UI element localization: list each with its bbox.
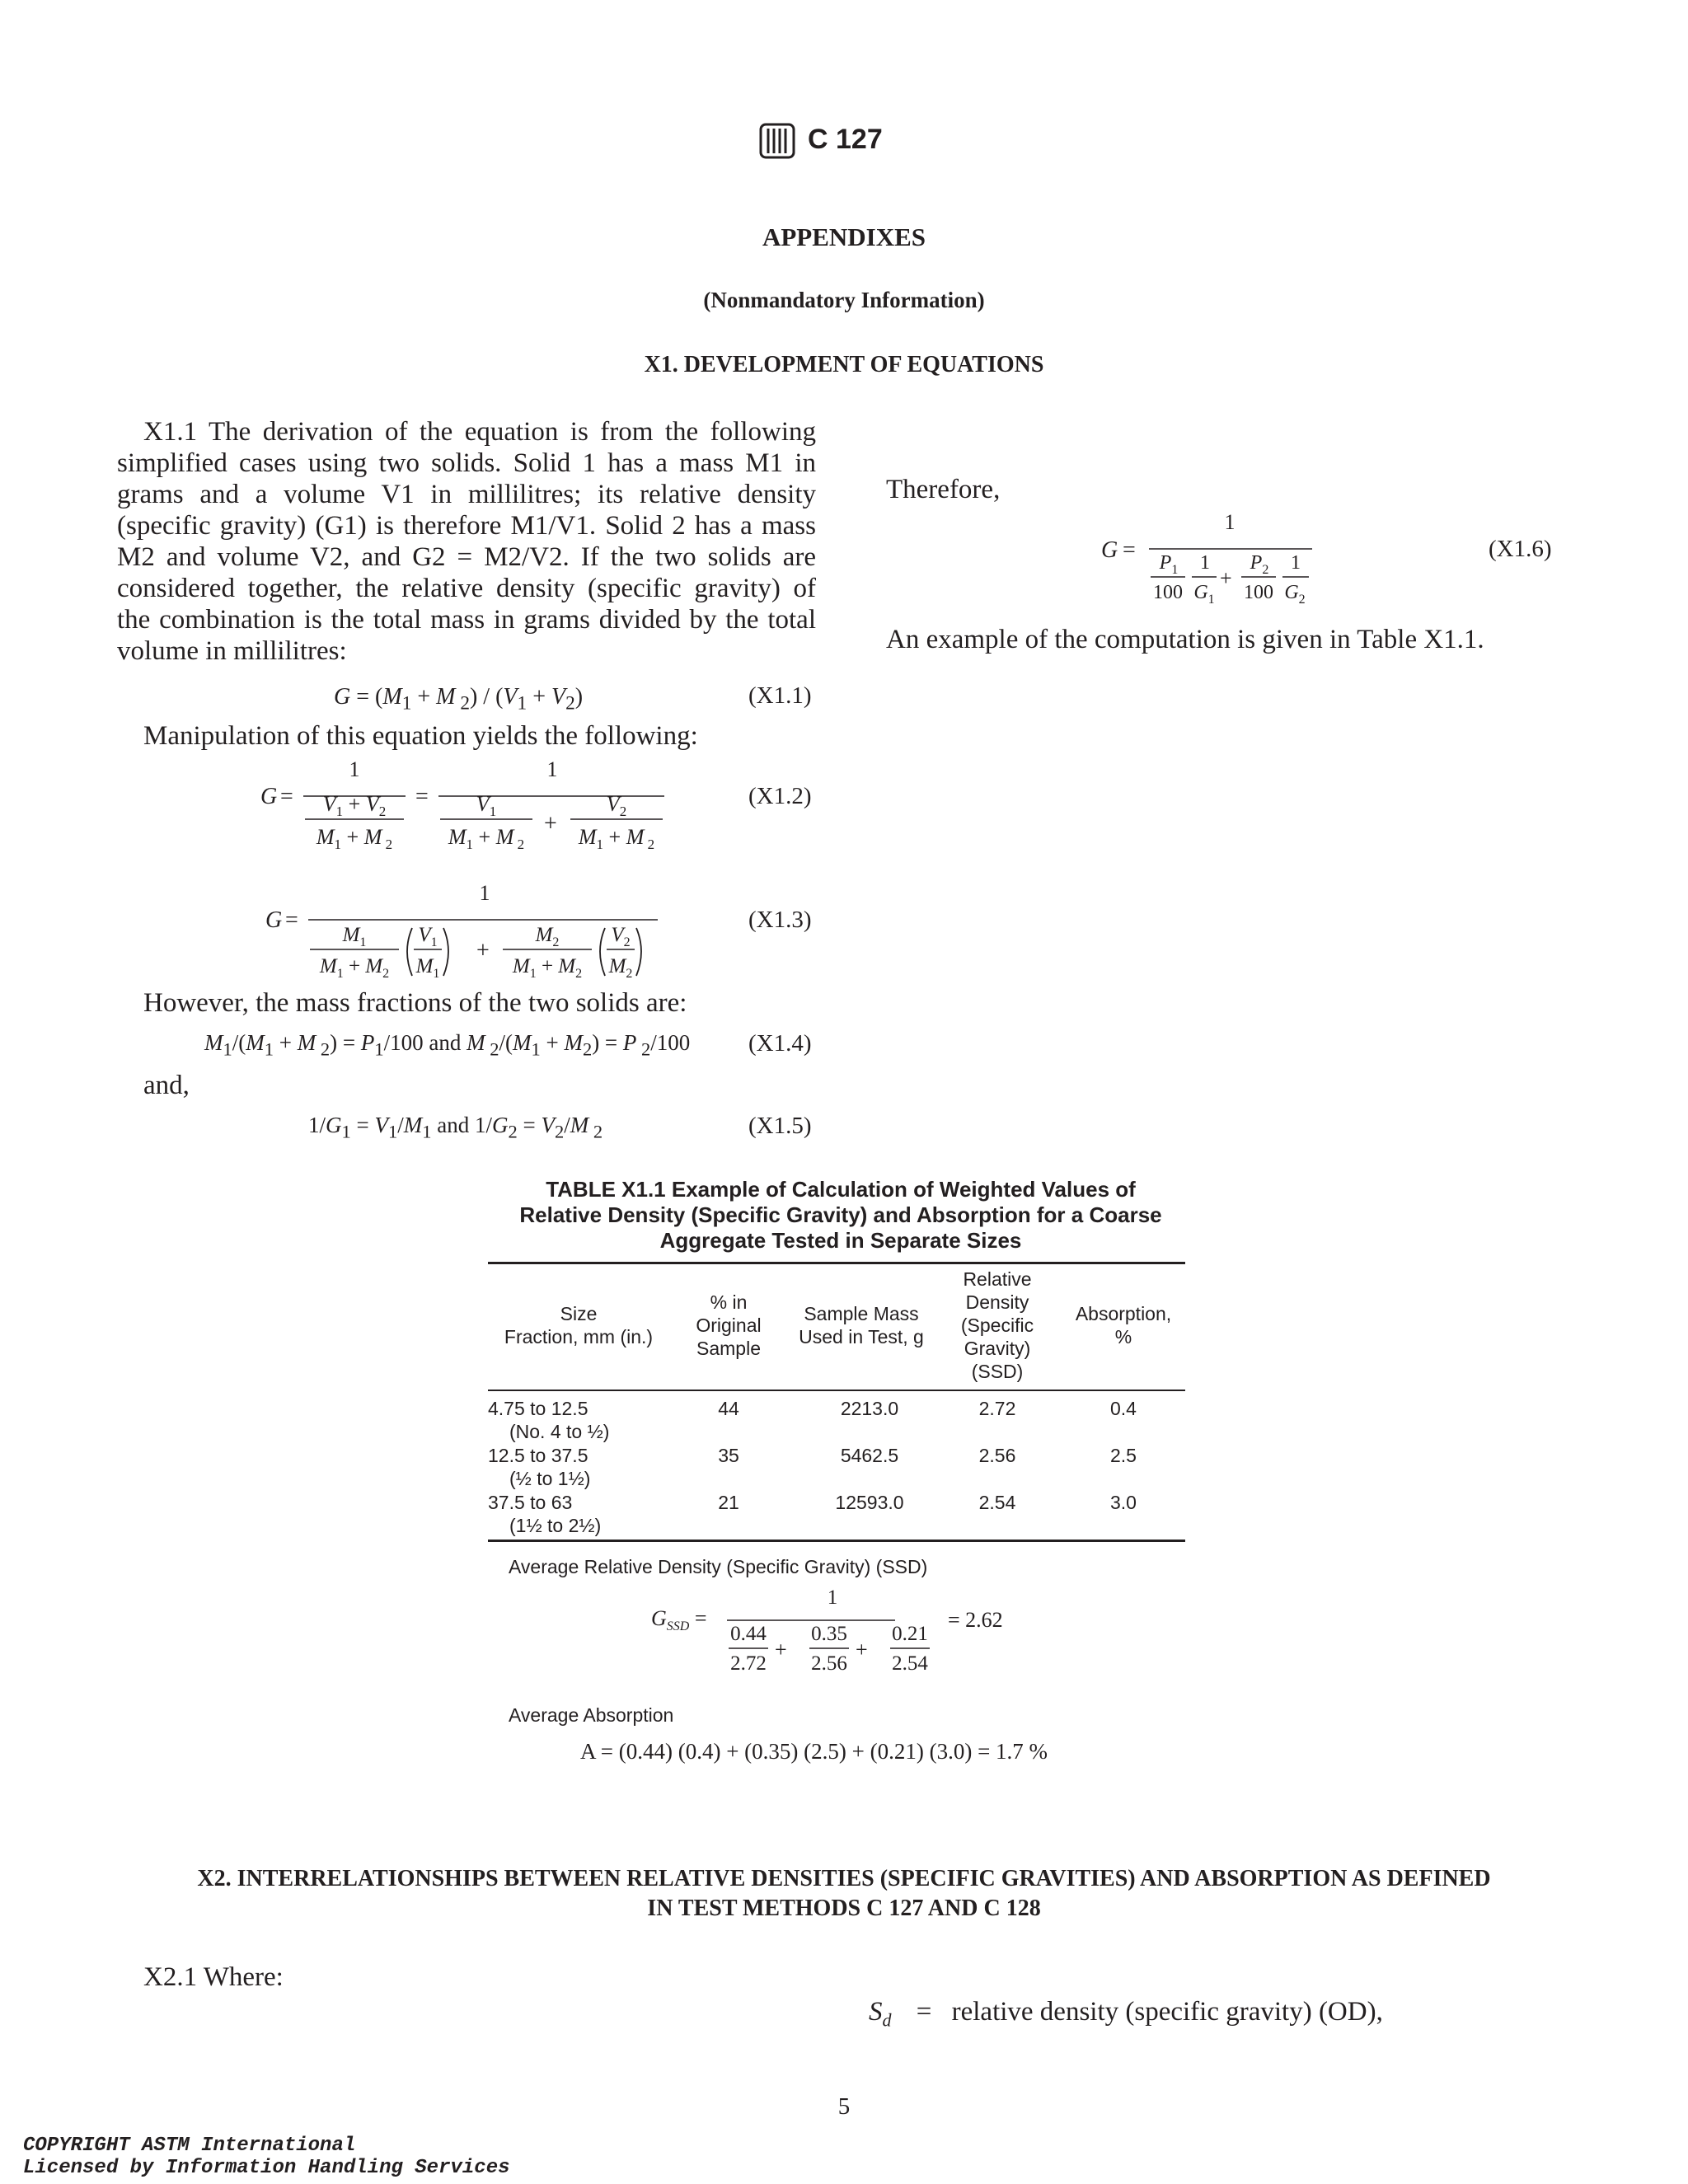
svg-text:0.35: 0.35: [811, 1623, 847, 1645]
cell-mass: 5462.5: [840, 1445, 899, 1466]
x1-para-line: X1.1 The derivation of the equation is from the following: [143, 417, 816, 447]
column-header-density: Relative Density (Specific Gravity) (SSD): [960, 1268, 1034, 1382]
page-header: [758, 120, 940, 162]
column-header-mass: Sample Mass Used in Test, g: [799, 1303, 924, 1347]
svg-text:M1: $M_1$: [342, 924, 367, 949]
column-header-size: Size Fraction, mm (in.): [504, 1303, 654, 1347]
equation-x1-4: $M_1/(M_1 + M$ $_2) = P_1/100$ and M $_2/(M_1 + M_2) = P$ $_2$/100: [204, 1030, 691, 1060]
column-header-percent: % in Original Sample: [696, 1291, 762, 1359]
definition-subscript: d: [882, 2009, 892, 2031]
table-row: [488, 1397, 1185, 1443]
and-text: and,: [143, 1071, 190, 1100]
cell-percent: 35: [718, 1445, 739, 1466]
x1-para-line: volume in millilitres:: [117, 636, 347, 666]
therefore-text: Therefore,: [886, 475, 1001, 504]
manipulation-text: Manipulation of this equation yields the following:: [143, 721, 698, 751]
svg-text:M2: $M_2$: [535, 924, 560, 949]
svg-text:M1 + M2: $M_1 + M_2$: [512, 955, 583, 981]
svg-text:P2: $P_2$: [1250, 552, 1269, 577]
table-caption: [429, 1177, 1253, 1254]
x1-para-line: the combination is the total mass in grams divided by the total: [117, 605, 816, 635]
x1-para-line: considered together, the relative density (specific gravity) of: [117, 574, 816, 603]
equation-x1-1: $G = (M_1 + M$ $_2) / (V_1 + V_2)$: [334, 684, 584, 715]
svg-text:1: 1: [1224, 514, 1236, 534]
svg-text:1: 1: [827, 1587, 838, 1609]
equation-x1-2: [247, 758, 676, 857]
svg-text:2.54: 2.54: [892, 1652, 928, 1675]
copyright-line: COPYRIGHT ASTM International: [23, 2135, 356, 2157]
copyright-line: Licensed by Information Handling Services: [23, 2157, 510, 2179]
svg-text:=: =: [280, 784, 293, 809]
svg-text:1: 1: [1291, 552, 1301, 574]
table-row: [488, 1491, 1185, 1537]
appendix-title: APPENDIXES: [762, 223, 926, 251]
svg-text:G1: $G_1$: [1193, 582, 1215, 607]
svg-text:=: =: [285, 907, 298, 933]
svg-text:0.21: 0.21: [892, 1623, 928, 1645]
definition-sd: [869, 1996, 1383, 2036]
svg-text:G: G: [260, 784, 278, 809]
svg-text:100: 100: [1153, 582, 1183, 603]
svg-text:M2: $M_2$: [608, 955, 633, 981]
svg-text:1: 1: [546, 758, 558, 781]
svg-text:=: =: [415, 784, 429, 809]
svg-text:P1: $P_1$: [1159, 552, 1179, 577]
svg-text:V1 + V2: $V_1 + V_2$: [322, 792, 387, 819]
cell-absorption: 0.4: [1110, 1398, 1137, 1419]
x1-para-line: (specific gravity) (G1) is therefore M1/V1. Solid 2 has a mass: [117, 511, 816, 541]
definition-symbol: S: [869, 1997, 883, 2027]
column-header-absorption: Absorption, %: [1075, 1303, 1172, 1347]
definition-text: relative density (specific gravity) (OD),: [951, 1997, 1383, 2027]
table-caption-line: Aggregate Tested in Separate Sizes: [659, 1228, 1022, 1253]
svg-text:1: 1: [479, 883, 490, 905]
cell-percent: 44: [718, 1398, 739, 1419]
table-caption-line: Relative Density (Specific Gravity) and Absorption for a Coarse: [519, 1202, 1162, 1227]
svg-text:=: =: [1123, 537, 1136, 563]
gssd-result: = 2.62: [948, 1608, 1003, 1632]
copyright-notice: [23, 2135, 510, 2179]
svg-text:M1 + M 2: $M_1 + M$ $_2$: [448, 825, 525, 852]
svg-text:M1 + M 2: $M_1 + M$ $_2$: [316, 825, 393, 852]
svg-text:G: G: [265, 907, 283, 933]
however-text: However, the mass fractions of the two solids are:: [143, 988, 687, 1018]
equation-gssd-term3: [887, 1587, 936, 1678]
x1-para-line: M2 and volume V2, and G2 = M2/V2. If the two solids are: [117, 542, 816, 572]
cell-absorption: 2.5: [1110, 1445, 1137, 1466]
table-top-rule: [488, 1262, 1185, 1264]
svg-text:G: G: [1101, 537, 1118, 563]
equation-x1-5: $1/G_1 = V_1/M_1$ and $1/G_2 = V_2/M$ $_2$: [308, 1113, 603, 1142]
svg-text:V1: $V_1$: [476, 792, 497, 819]
equation-number: (X1.2): [748, 783, 812, 809]
appendix-subtitle: (Nonmandatory Information): [703, 288, 985, 312]
svg-text:V2: $V_2$: [611, 924, 631, 949]
svg-text:1: 1: [349, 758, 360, 781]
example-text: An example of the computation is given in Table X1.1.: [886, 625, 1484, 654]
svg-text:M1 + M2: $M_1 + M_2$: [319, 955, 390, 981]
equation-number: (X1.1): [748, 682, 812, 709]
svg-text:2.72: 2.72: [730, 1652, 767, 1675]
cell-size: 37.5 to 63: [488, 1492, 573, 1513]
equation-x1-6: [1096, 514, 1343, 613]
page-number: 5: [837, 2093, 851, 2120]
equation-number: (X1.5): [748, 1113, 812, 1139]
svg-text:+: +: [1220, 566, 1232, 590]
x2-heading-line: X2. INTERRELATIONSHIPS BETWEEN RELATIVE DENSITIES (SPECIFIC GRAVITIES) AND ABSORPTION AS DEFINED: [197, 1866, 1491, 1891]
svg-text:+: +: [775, 1638, 787, 1661]
equation-gssd: [648, 1587, 895, 1678]
equation-number: (X1.3): [748, 907, 812, 933]
cell-size-in: (1½ to 2½): [509, 1515, 602, 1536]
cell-size: 12.5 to 37.5: [488, 1445, 588, 1466]
svg-text:+: +: [544, 811, 557, 837]
svg-text:+: +: [856, 1638, 868, 1661]
definition-equals: =: [916, 1997, 932, 2027]
table-caption-line: TABLE X1.1 Example of Calculation of Weighted Values of: [546, 1177, 1136, 1202]
equation-number: (X1.6): [1489, 536, 1552, 562]
table-bottom-rule: [488, 1540, 1185, 1542]
cell-absorption: 3.0: [1110, 1492, 1137, 1513]
svg-text:2.56: 2.56: [811, 1652, 847, 1675]
svg-text:100: 100: [1244, 582, 1273, 603]
cell-percent: 21: [718, 1492, 739, 1513]
astm-logo-icon: [758, 122, 796, 160]
x1-heading: X1. DEVELOPMENT OF EQUATIONS: [644, 352, 1044, 377]
cell-density: 2.72: [978, 1398, 1016, 1419]
svg-text:GSSD =: $G_{SSD}$ =: [651, 1606, 707, 1633]
absorption-equation: A = (0.44) (0.4) + (0.35) (2.5) + (0.21) (3.0) = 1.7 %: [580, 1739, 1048, 1764]
cell-density: 2.56: [978, 1445, 1016, 1466]
cell-mass: 2213.0: [840, 1398, 899, 1419]
document-designation: C 127: [808, 124, 883, 155]
avg-density-label: Average Relative Density (Specific Gravity) (SSD): [509, 1556, 928, 1577]
svg-text:G2: $G_2$: [1284, 582, 1306, 607]
equation-x1-3: [256, 883, 684, 982]
svg-text:V2: $V_2$: [606, 792, 627, 819]
equation-number: (X1.4): [748, 1030, 812, 1057]
cell-size-in: (½ to 1½): [509, 1468, 591, 1489]
cell-density: 2.54: [978, 1492, 1016, 1513]
x2-heading: [0, 1864, 1688, 1924]
svg-text:M1 + M 2: $M_1 + M$ $_2$: [578, 825, 655, 852]
x1-paragraph: [117, 416, 816, 667]
x2-heading-line: IN TEST METHODS C 127 AND C 128: [647, 1896, 1041, 1921]
x2-where-text: X2.1 Where:: [143, 1962, 284, 1992]
table-row: [488, 1444, 1185, 1490]
table-header-rule: [488, 1390, 1185, 1391]
x1-para-line: grams and a volume V1 in millilitres; its relative density: [117, 480, 816, 509]
cell-mass: 12593.0: [835, 1492, 904, 1513]
svg-text:M1: $M_1$: [415, 955, 440, 981]
x1-para-line: simplified cases using two solids. Solid 1 has a mass M1 in: [117, 448, 816, 478]
avg-absorption-label: Average Absorption: [509, 1704, 674, 1726]
svg-text:0.44: 0.44: [730, 1623, 767, 1645]
svg-text:V1: $V_1$: [418, 924, 438, 949]
cell-size: 4.75 to 12.5: [488, 1398, 588, 1419]
svg-text:+: +: [476, 938, 490, 963]
cell-size-in: (No. 4 to ½): [509, 1421, 610, 1442]
svg-text:1: 1: [1200, 552, 1210, 574]
